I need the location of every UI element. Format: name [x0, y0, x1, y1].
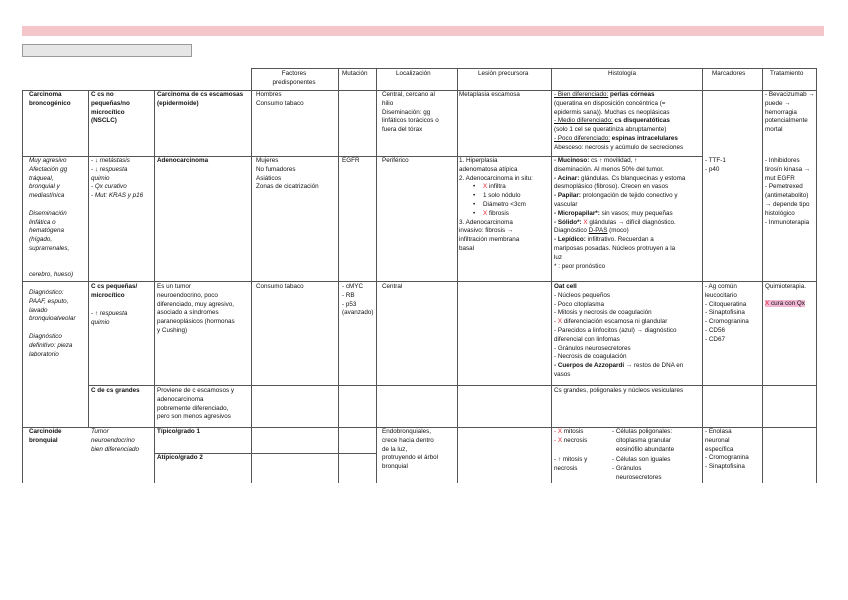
row-label-grandes-part: C de cs grandes — [91, 387, 140, 394]
epidermoide-tratamiento: hemorragia — [765, 108, 797, 116]
row-label-nsclc: C cs no — [91, 91, 114, 98]
scl-tratamiento-qx-part: cura con Qx — [769, 300, 805, 307]
carcinoide-tipico-histologia-part: citoplasma granular — [616, 436, 671, 444]
epidermoide-tratamiento: puede → — [765, 99, 791, 107]
adenocarcinoma-tratamiento: (antimetabolito) — [765, 192, 809, 200]
adenocarcinoma-lesion — [459, 157, 498, 166]
scl-histologia-part: → restos de DNA en — [624, 362, 684, 370]
adenocarcinoma-histologia — [554, 157, 637, 166]
carcinoide-marcadores: neuronal — [705, 436, 730, 444]
adenocarcinoma-histologia-part: - Sólido*: — [554, 218, 582, 226]
row-label-carcinoide: bronquial — [29, 436, 58, 444]
adenocarcinoma-tratamiento: tirosín kinasa → — [765, 165, 811, 173]
carcinoide-atipico-histologia-part: - ↑ mitosis y — [554, 456, 588, 463]
adenocarcinoma-lesion — [483, 183, 506, 192]
adenocarcinoma-factores: Zonas de cicatrización — [256, 183, 319, 191]
row-label-epidermoide: Carcinoma de cs escamosas — [157, 91, 244, 98]
scl-histologia — [554, 336, 620, 345]
row-label-nsclc: microcítico — [91, 108, 125, 116]
adenocarcinoma-histologia — [554, 175, 685, 184]
epidermoide-localizacion: Central, cercano al — [382, 91, 435, 98]
carcinoma-broncogenico-description: Diagnóstico — [29, 333, 62, 340]
adenocarcinoma-histologia — [554, 166, 664, 175]
grid-line — [154, 90, 155, 483]
grandes-description: pero son menos agresivos — [157, 413, 231, 421]
grid-line — [88, 385, 816, 386]
epidermoide-histologia — [554, 135, 678, 144]
adenocarcinoma-histologia-part: * : peor pronóstico — [554, 262, 606, 270]
col-header-histologia — [608, 70, 636, 79]
scl-tratamiento-part: Quimioterapia. — [765, 283, 806, 290]
scl-tratamiento-qx-part: X — [765, 300, 770, 307]
col-header-tratamiento — [770, 70, 803, 79]
adenocarcinoma-lesion — [483, 192, 520, 201]
adenocarcinoma-lesion-part: invasivo: fibrosis → — [459, 227, 514, 235]
scl-mutacion: - cMYC — [342, 283, 363, 290]
scl-histologia-part: - X — [554, 318, 563, 326]
epidermoide-tratamiento: potencialmente — [765, 117, 808, 125]
carcinoide-localizacion: crece hacia dentro — [382, 436, 434, 444]
row-label-nsclc: pequeñas/no — [91, 99, 130, 107]
carcinoide-tipico-histologia-part: eosinófilo abundante — [616, 445, 675, 453]
adenocarcinoma-lesion-part: 2. Adenocarcinoma in situ: — [459, 174, 533, 182]
adenocarcinoma-histologia-part: Diagnóstico — [554, 227, 589, 235]
adenocarcinoma-lesion-part: basal — [459, 245, 475, 252]
carcinoide-tipico-histologia — [554, 437, 587, 446]
epidermoide-histologia-part: Abesceso: necrosis y acúmulo de secreciones — [554, 143, 684, 151]
carcinoide-tipico-histologia — [616, 446, 674, 455]
adenocarcinoma-mutacion-part: EGFR — [342, 157, 360, 164]
col-header-localizacion-part: Localización — [396, 70, 431, 77]
document-header — [22, 26, 824, 36]
scl-factores-part: Consumo tabaco — [256, 283, 304, 290]
adenocarcinoma-lesion-part: fibrosis — [487, 209, 509, 217]
adenocarcinoma-marcadores: - p40 — [705, 165, 720, 173]
adenocarcinoma-histologia-part: - Lepídico: — [554, 236, 586, 244]
col-header-factores: predisponentes — [272, 78, 316, 86]
adenocarcinoma-histologia-part: - Micropapilar*: — [554, 209, 600, 217]
adenocarcinoma-histologia-part: mariposas posadas. Núcleos protruyen a la — [554, 245, 676, 252]
bullet-dot: • — [473, 183, 476, 191]
row-label-atipico-part: Atípico/grado 2 — [157, 454, 203, 461]
epidermoide-lesion-part: Metaplasia escamosa — [459, 91, 520, 98]
row-label-tipico-part: Típico/grado 1 — [157, 428, 201, 435]
carcinoma-broncogenico-description: tráqueal, — [29, 174, 54, 182]
epidermoide-histologia-part: cs disqueratóticas — [612, 117, 670, 125]
epidermoide-factores: Hombres — [256, 91, 282, 98]
adenocarcinoma-tratamiento: - Inhibidores — [765, 157, 800, 164]
col-header-lesion-part: Lesión precursora — [478, 70, 529, 77]
adenocarcinoma-histologia-part: - Acinar: — [554, 174, 580, 182]
carcinoide-tipico-histologia-part: - Células poligonales: — [612, 428, 673, 435]
carcinoide-tipico-histologia — [612, 428, 672, 437]
carcinoide-marcadores: - Sinaptofisina — [705, 463, 745, 471]
row-label-carcinoma-broncogenico: Carcinoma — [29, 91, 62, 98]
grandes-description: pobremente diferenciado, — [157, 404, 229, 412]
epidermoide-localizacion: linfáticos torácicos o — [382, 117, 439, 125]
adenocarcinoma-mutacion — [342, 157, 360, 166]
scl-mutacion: - RB — [342, 291, 355, 299]
scl-histologia-part: - Poco citoplasma — [554, 300, 605, 308]
adenocarcinoma-lesion-part: Diámetro <3cm — [483, 201, 526, 208]
carcinoide-description: neuroendocrino — [91, 436, 135, 444]
carcinoma-broncogenico-description: laboratorio — [29, 350, 59, 358]
carcinoma-broncogenico-description: hematógena — [29, 227, 65, 235]
adenocarcinoma-histologia-part: prolongación de tejido conectivo y — [580, 192, 678, 200]
carcinoma-broncogenico-description: suprarrenales, — [29, 245, 70, 252]
scl-description-text: asociado a síndromes — [157, 309, 219, 317]
adenocarcinoma-lesion-part: 1 solo nódulo — [483, 192, 521, 200]
carcinoide-tipico-histologia-part: - X — [554, 428, 563, 435]
row-label-grandes — [91, 387, 140, 396]
carcinoide-marcadores: - Cromogranina — [705, 454, 749, 462]
grid-line — [376, 68, 377, 483]
adenocarcinoma-histologia-part: - Papilar: — [554, 192, 581, 200]
carcinoide-tipico-histologia — [554, 428, 583, 437]
carcinoide-atipico-histologia — [612, 456, 670, 465]
adenocarcinoma-lesion — [459, 219, 513, 228]
grid-line — [251, 68, 252, 483]
adenocarcinoma-lesion-part: infiltra — [487, 183, 506, 191]
scl-histologia-part: Oat cell — [554, 283, 577, 290]
scl-description-text: paraneoplásicos (hormonas — [157, 318, 235, 326]
epidermoide-histologia-part: perlas córneas — [608, 91, 655, 98]
row-label-tipico — [157, 428, 200, 437]
adenocarcinoma-histologia — [554, 201, 577, 210]
adenocarcinoma-histologia — [554, 245, 675, 254]
scl-description-text: Es un tumor — [157, 283, 191, 290]
row-label-scl: microcítico — [91, 291, 125, 299]
col-header-tratamiento-part: Tratamiento — [770, 70, 804, 77]
adenocarcinoma-histologia-part: glándulas. Cs blanquecinas y estoma — [579, 174, 686, 182]
grid-line — [251, 68, 816, 69]
adenocarcinoma-lesion — [459, 175, 533, 184]
scl-histologia-part: vasos — [554, 371, 571, 378]
scl-factores — [256, 283, 304, 292]
grid-line — [762, 68, 763, 483]
carcinoide-atipico-histologia — [616, 474, 662, 483]
epidermoide-localizacion: fuera del tórax — [382, 126, 423, 134]
carcinoma-broncogenico-description: Diseminación — [29, 209, 67, 217]
scl-histologia — [554, 318, 667, 327]
row-label-nsclc: (NSCLC) — [91, 117, 117, 125]
epidermoide-histologia-part: - Poco diferenciado: — [554, 135, 611, 142]
nsclc-description: - Mut: KRAS y p16 — [91, 192, 144, 200]
adenocarcinoma-histologia — [554, 263, 605, 272]
col-header-localizacion — [396, 70, 431, 79]
carcinoide-atipico-histologia — [612, 465, 641, 474]
adenocarcinoma-histologia — [554, 219, 676, 228]
adenocarcinoma-lesion — [459, 245, 474, 254]
scl-marcadores: - Citoqueratina — [705, 300, 747, 308]
adenocarcinoma-histologia — [554, 210, 673, 219]
carcinoide-description: Tumor — [91, 428, 109, 435]
scl-marcadores: - Sinaptofisina — [705, 309, 745, 317]
carcinoma-broncogenico-description: bronquial y — [29, 183, 60, 191]
col-header-lesion — [478, 70, 528, 79]
grid-line — [702, 68, 703, 483]
scl-marcadores: - CD56 — [705, 327, 725, 334]
carcinoma-broncogenico-description: bronquioalveolar — [29, 315, 76, 323]
scl-histologia — [554, 292, 610, 301]
grid-line — [88, 90, 89, 427]
epidermoide-histologia-part: - Medio diferenciado: — [554, 117, 613, 125]
grid-line — [816, 68, 817, 483]
row-label-carcinoide: Carcinoide — [29, 428, 62, 435]
col-header-mutacion — [342, 70, 368, 79]
carcinoide-tipico-histologia-part: necrosis — [562, 436, 588, 444]
nsclc-description: - Qx curativo — [91, 183, 127, 191]
carcinoma-broncogenico-description: lavado — [29, 306, 48, 314]
epidermoide-histologia — [554, 91, 654, 100]
scl-marcadores: leucocitario — [705, 291, 737, 299]
adenocarcinoma-lesion-part: infiltración membrana — [459, 236, 520, 244]
row-label-carcinoma-broncogenico: broncogénico — [29, 99, 71, 107]
col-header-mutacion-part: Mutación — [342, 70, 368, 77]
epidermoide-lesion — [459, 91, 520, 100]
epidermoide-histologia — [554, 117, 670, 126]
epidermoide-factores: Consumo tabaco — [256, 99, 304, 107]
scl-localizacion-part: Central — [382, 283, 403, 290]
scl-description-text: diferenciado, muy agresivo, — [157, 300, 235, 308]
adenocarcinoma-histologia-part: sin vasos; muy pequeñas — [599, 209, 673, 217]
nsclc-description: - ↓ metástasis — [91, 157, 130, 164]
epidermoide-histologia-part: (solo 1 cel se queratiniza abruptamente) — [554, 126, 667, 134]
adenocarcinoma-histologia-part: vascular — [554, 201, 578, 208]
row-label-adenocarcinoma-part: Adenocarcinoma — [157, 157, 209, 164]
row-label-epidermoide: (epidermoide) — [157, 99, 199, 107]
adenocarcinoma-tratamiento: histológico — [765, 209, 795, 217]
epidermoide-localizacion: Diseminación: gg — [382, 108, 431, 116]
scl-mutacion: - p53 — [342, 300, 357, 308]
epidermoide-tratamiento: - Bevacizumab → — [765, 91, 815, 98]
adenocarcinoma-lesion-part: X — [483, 183, 488, 191]
carcinoma-broncogenico-description: (hígado, — [29, 236, 53, 244]
carcinoide-atipico-histologia-part: neurosecretores — [616, 473, 662, 481]
carcinoide-localizacion: Endobronquiales, — [382, 428, 432, 435]
scl-histologia — [554, 345, 631, 354]
adenocarcinoma-lesion-part: adenomatosa atípica — [459, 165, 518, 173]
adenocarcinoma-tratamiento: - Inmunoterapia — [765, 218, 810, 226]
scl-histologia — [554, 353, 626, 362]
adenocarcinoma-tratamiento: → depende tipo — [765, 201, 810, 208]
adenocarcinoma-histologia-part: diseminación. Al menos 50% del tumor. — [554, 165, 664, 173]
adenocarcinoma-factores: Asiáticos — [256, 174, 282, 182]
carcinoide-atipico-histologia-part: - Gránulos — [612, 464, 642, 472]
nsclc-description: quimio — [91, 174, 110, 182]
scl-marcadores: - Cromogranina — [705, 318, 749, 326]
epidermoide-histologia — [554, 109, 670, 118]
adenocarcinoma-histologia-part: glándulas → difícil diagnóstico. — [587, 218, 676, 226]
adenocarcinoma-histologia-part: (moco) — [607, 227, 629, 235]
grandes-description: adenocarcinoma — [157, 395, 204, 403]
scl-histologia-part: - Mitosis y necrosis de coagulación — [554, 309, 652, 317]
grid-line — [22, 90, 23, 483]
grid-line — [551, 68, 552, 483]
adenocarcinoma-histologia-part: luz — [554, 253, 563, 261]
carcinoide-tipico-histologia-part: - X — [554, 436, 563, 444]
epidermoide-histologia-part: espinas intracelulares — [610, 135, 678, 142]
scl-histologia — [554, 327, 677, 336]
adenocarcinoma-lesion-part: 1. Hiperplasia — [459, 157, 498, 164]
carcinoide-localizacion: bronquial — [382, 463, 408, 471]
carcinoma-broncogenico-description: Muy agresivo — [29, 157, 67, 164]
scl-tratamiento-qx — [765, 300, 805, 309]
col-header-marcadores — [712, 70, 745, 79]
scl-histologia — [554, 283, 577, 292]
scl-histologia-part: - Parecidos a linfocitos (azul) → diagnóstico — [554, 327, 677, 334]
carcinoma-broncogenico-description: cerebro, hueso) — [29, 271, 74, 279]
col-header-histologia-part: Histología — [608, 70, 637, 77]
adenocarcinoma-lesion — [483, 210, 509, 219]
grandes-histologia-part: Cs grandes, poligonales y núcleos vesiculares — [554, 387, 684, 394]
row-label-scl: C cs pequeñas/ — [91, 283, 138, 290]
adenocarcinoma-histologia-part: D-PAS — [588, 227, 608, 235]
adenocarcinoma-histologia-part: desmoplásico (fibroso). Crecen en vasos — [554, 183, 669, 191]
carcinoide-atipico-histologia-part: - Células son iguales — [612, 456, 671, 463]
adenocarcinoma-tratamiento: - Pemetrexed — [765, 183, 803, 191]
grid-line — [457, 68, 458, 483]
section-title — [22, 44, 192, 57]
scl-histologia-part: diferencial con linfomas — [554, 335, 620, 343]
bullet-dot: • — [473, 201, 476, 208]
scl-histologia — [554, 362, 683, 371]
adenocarcinoma-lesion-part: X — [483, 209, 488, 217]
carcinoide-tipico-histologia — [616, 437, 671, 446]
carcinoma-broncogenico-description: mediastínica — [29, 192, 65, 200]
carcinoide-localizacion: de la luz, — [382, 445, 408, 453]
carcinoma-broncogenico-description: PAAF, esputo, — [29, 297, 69, 305]
scl-histologia-part: diferenciación escamosa ni glandular — [562, 318, 668, 326]
scl-tratamiento — [765, 283, 806, 292]
epidermoide-tratamiento: mortal — [765, 126, 783, 134]
row-label-atipico — [157, 454, 203, 463]
scl-marcadores: - Ag común — [705, 283, 737, 290]
grandes-description: Proviene de c escamosos y — [157, 387, 234, 394]
scl-histologia — [554, 309, 652, 318]
adenocarcinoma-histologia-part: cs ↑ movilidad, ↑ — [589, 157, 638, 164]
carcinoide-marcadores: - Enolasa — [705, 428, 732, 435]
scl-histologia-part: - Núcleos pequeños — [554, 291, 611, 299]
carcinoide-atipico-histologia-part: necrosis — [554, 464, 578, 472]
carcinoma-broncogenico-description: Afectación gg — [29, 165, 68, 173]
bullet-dot: • — [473, 209, 476, 217]
epidermoide-histologia — [554, 100, 665, 109]
scl-description-text: y Cushing) — [157, 327, 188, 334]
carcinoide-atipico-histologia — [554, 465, 577, 474]
adenocarcinoma-marcadores: - TTF-1 — [705, 157, 726, 164]
scl-description-text: neuroendocrino, poco — [157, 291, 218, 299]
epidermoide-histologia — [554, 144, 683, 153]
epidermoide-histologia-part: epidermis sana)). Muchas cs neoplásicas — [554, 108, 670, 116]
grid-line — [22, 281, 816, 282]
grid-line — [338, 68, 339, 483]
adenocarcinoma-lesion — [459, 166, 517, 175]
carcinoide-marcadores: específica — [705, 445, 734, 453]
scl-mutacion: (avanzado) — [342, 309, 374, 317]
bullet-dot: • — [473, 192, 476, 200]
scl-marcadores: - CD67 — [705, 335, 725, 343]
adenocarcinoma-histologia — [554, 254, 562, 263]
carcinoide-atipico-histologia — [554, 456, 587, 465]
adenocarcinoma-factores: No fumadores — [256, 165, 296, 173]
epidermoide-histologia — [554, 126, 666, 135]
adenocarcinoma-histologia — [554, 192, 678, 201]
adenocarcinoma-histologia — [554, 227, 629, 236]
adenocarcinoma-factores: Mujeres — [256, 157, 279, 164]
scl-histologia-part: - Necrosis de coagulación — [554, 353, 627, 361]
adenocarcinoma-tratamiento: mut EGFR — [765, 174, 795, 182]
scl-histologia — [554, 301, 604, 310]
scl-description: quimio — [91, 318, 110, 326]
adenocarcinoma-histologia — [554, 183, 668, 192]
row-label-adenocarcinoma — [157, 157, 208, 166]
adenocarcinoma-localizacion — [382, 157, 409, 166]
adenocarcinoma-lesion — [483, 201, 526, 210]
col-header-marcadores-part: Marcadores — [712, 70, 746, 77]
adenocarcinoma-histologia-part: - Mucinoso: — [554, 157, 590, 164]
carcinoide-localizacion: protruyendo el árbol — [382, 454, 439, 462]
adenocarcinoma-histologia-part: infiltrativo. Recuerdan a — [585, 236, 654, 244]
carcinoma-broncogenico-description: linfática o — [29, 218, 56, 226]
scl-description: - ↑ respuesta — [91, 310, 128, 317]
epidermoide-histologia-part: - Bien diferenciado: — [554, 91, 609, 98]
carcinoide-tipico-histologia-part: mitosis — [562, 428, 584, 435]
epidermoide-histologia-part: (queratina en disposición concéntrica (= — [554, 99, 666, 107]
carcinoma-broncogenico-description: definitivo: pieza — [29, 341, 73, 349]
scl-histologia-part: - Gránulos neurosecretores — [554, 344, 631, 352]
scl-localizacion — [382, 283, 402, 292]
adenocarcinoma-localizacion-part: Periférico — [382, 157, 409, 164]
adenocarcinoma-histologia-part: X — [581, 218, 588, 226]
col-header-factores: Factores — [281, 70, 307, 77]
scl-histologia-part: - Cuerpos de Azzopardi — [554, 362, 625, 370]
carcinoide-description: bien diferenciado — [91, 445, 139, 453]
adenocarcinoma-lesion — [459, 236, 519, 245]
carcinoma-broncogenico-description: Diagnóstico: — [29, 289, 64, 296]
grandes-histologia — [554, 387, 683, 396]
adenocarcinoma-lesion — [459, 227, 513, 236]
scl-histologia — [554, 371, 570, 380]
epidermoide-localizacion: hilio — [382, 99, 394, 107]
adenocarcinoma-histologia — [554, 236, 654, 245]
adenocarcinoma-lesion-part: 3. Adenocarcinoma — [459, 218, 513, 226]
nsclc-description: - ↓ respuesta — [91, 165, 128, 173]
